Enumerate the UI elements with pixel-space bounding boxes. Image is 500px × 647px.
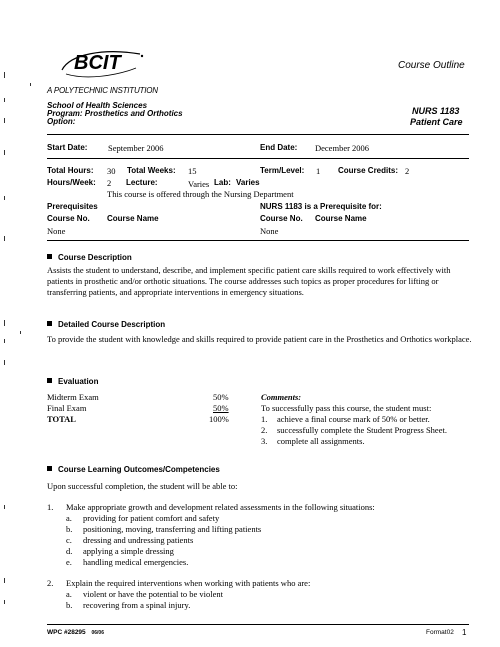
total-weeks-value: 15 (188, 166, 197, 176)
evaluation-heading (47, 377, 98, 386)
outcome-sub-letter: a. (66, 589, 72, 599)
start-date-label: Start Date: (47, 143, 88, 152)
footer-divider (47, 624, 469, 625)
school-name: School of Health Sciences (47, 101, 148, 110)
prereq-value: None (47, 226, 66, 236)
eval-row-value: 50% (213, 392, 229, 402)
bullet-icon (47, 254, 52, 259)
prereq-col-course-no: Course No. (47, 214, 90, 223)
comment-text: complete all assignments. (277, 436, 365, 446)
hours-week-value: 2 (107, 178, 112, 188)
comment-num: 1. (261, 414, 268, 424)
lecture-value: Varies (188, 179, 210, 189)
term-level-label: Term/Level: (260, 166, 305, 175)
document-type: Course Outline (398, 60, 465, 71)
footer-format: Format02 (426, 629, 454, 636)
outcome-sub-letter: a. (66, 513, 72, 523)
outcome-sub-text: positioning, moving, transferring and lifting patients (83, 524, 262, 534)
evaluation-title: Evaluation (58, 377, 99, 386)
footer-doc-id (47, 629, 104, 636)
prereq-for-heading: NURS 1183 is a Prerequisite for: (260, 202, 382, 211)
outcome-number: 1. (47, 502, 54, 512)
outcome-number: 2. (47, 578, 54, 588)
bullet-icon (47, 466, 52, 471)
course-description-title: Course Description (58, 253, 132, 262)
course-code: NURS 1183 (412, 106, 460, 116)
course-credits-label: Course Credits: (338, 166, 399, 175)
outcome-text: Make appropriate growth and development related assessments in the following situations: (66, 502, 375, 512)
outcome-sub-text: applying a simple dressing (83, 546, 174, 556)
outcome-sub-letter: b. (66, 600, 73, 610)
prereq-col-course-name: Course Name (107, 214, 159, 223)
prereq-for-col-course-no: Course No. (260, 214, 303, 223)
outcome-text: Explain the required interventions when working with patients who are: (66, 578, 311, 588)
outcome-sub-text: violent or have the potential to be violent (83, 589, 223, 599)
total-hours-label: Total Hours: (47, 166, 94, 175)
lab-value: Varies (236, 178, 260, 187)
outcome-sub-letter: e. (66, 557, 72, 567)
eval-row-value: 50% (213, 403, 229, 413)
outcome-sub-text: providing for patient comfort and safety (83, 513, 220, 523)
footer-doc-number: WPC #28295 (47, 629, 86, 636)
outcomes-heading (47, 465, 220, 474)
detailed-description-heading (47, 320, 165, 329)
comment-text: successfully complete the Student Progress Sheet. (277, 425, 447, 435)
eval-row-label: TOTAL (47, 414, 76, 424)
start-date-value: September 2006 (108, 143, 164, 153)
outcome-sub-letter: d. (66, 546, 73, 556)
offered-note: This course is offered through the Nursing Department (107, 189, 294, 199)
course-description-text: Assists the student to understand, describe, and implement specific patient care skills required to work effectively with patients in prosthetic and/or orthotic situations. The course addresses such topics as proper procedures for lifting or transferring patients, and appropriate interventions in emergency situations. (47, 265, 451, 297)
program-name: Program: Prosthetics and Orthotics (47, 109, 183, 118)
course-title: Patient Care (410, 117, 463, 127)
prereq-for-col-course-name: Course Name (315, 214, 367, 223)
outcome-sub-letter: c. (66, 535, 72, 545)
eval-row-label: Final Exam (47, 403, 87, 413)
eval-row-label: Midterm Exam (47, 392, 99, 402)
outcome-sub-text: handling medical emergencies. (83, 557, 189, 567)
outcomes-title: Course Learning Outcomes/Competencies (58, 465, 220, 474)
outcome-sub-text: recovering from a spinal injury. (83, 600, 191, 610)
outcome-sub-letter: b. (66, 524, 73, 534)
detailed-description-text: To provide the student with knowledge and skills required to provide patient care in the Prosthetics and Orthotics workplace. (47, 334, 472, 344)
end-date-label: End Date: (260, 143, 298, 152)
prereq-divider (47, 240, 469, 241)
comment-num: 3. (261, 436, 268, 446)
prereq-for-value: None (260, 226, 279, 236)
end-date-value: December 2006 (315, 143, 370, 153)
footer-date: 06/06 (91, 630, 104, 636)
comment-text: achieve a final course mark of 50% or better. (277, 414, 430, 424)
detailed-description-title: Detailed Course Description (58, 320, 166, 329)
lecture-label: Lecture: (126, 178, 158, 187)
total-weeks-label: Total Weeks: (127, 166, 176, 175)
logo-text: BCIT (74, 52, 121, 74)
lab-label: Lab: (214, 178, 231, 187)
bullet-icon (47, 378, 52, 383)
eval-row-value: 100% (209, 414, 229, 424)
info-divider (47, 158, 469, 159)
hours-week-label: Hours/Week: (47, 178, 96, 187)
institution-tagline: A POLYTECHNIC INSTITUTION (47, 86, 158, 95)
header-divider (47, 134, 469, 135)
comments-heading: Comments: (261, 392, 302, 402)
course-description-heading (47, 253, 132, 262)
course-credits-value: 2 (405, 166, 410, 176)
outcome-sub-text: dressing and undressing patients (83, 535, 194, 545)
comments-intro: To successfully pass this course, the student must: (261, 403, 432, 413)
comment-num: 2. (261, 425, 268, 435)
footer-page-number: 1 (462, 628, 467, 637)
outcomes-intro: Upon successful completion, the student will be able to: (47, 481, 238, 491)
prerequisites-heading: Prerequisites (47, 202, 98, 211)
bullet-icon (47, 321, 52, 326)
bcit-logo (56, 46, 148, 86)
term-level-value: 1 (316, 166, 321, 176)
total-hours-value: 30 (107, 166, 116, 176)
option-label: Option: (47, 117, 76, 126)
